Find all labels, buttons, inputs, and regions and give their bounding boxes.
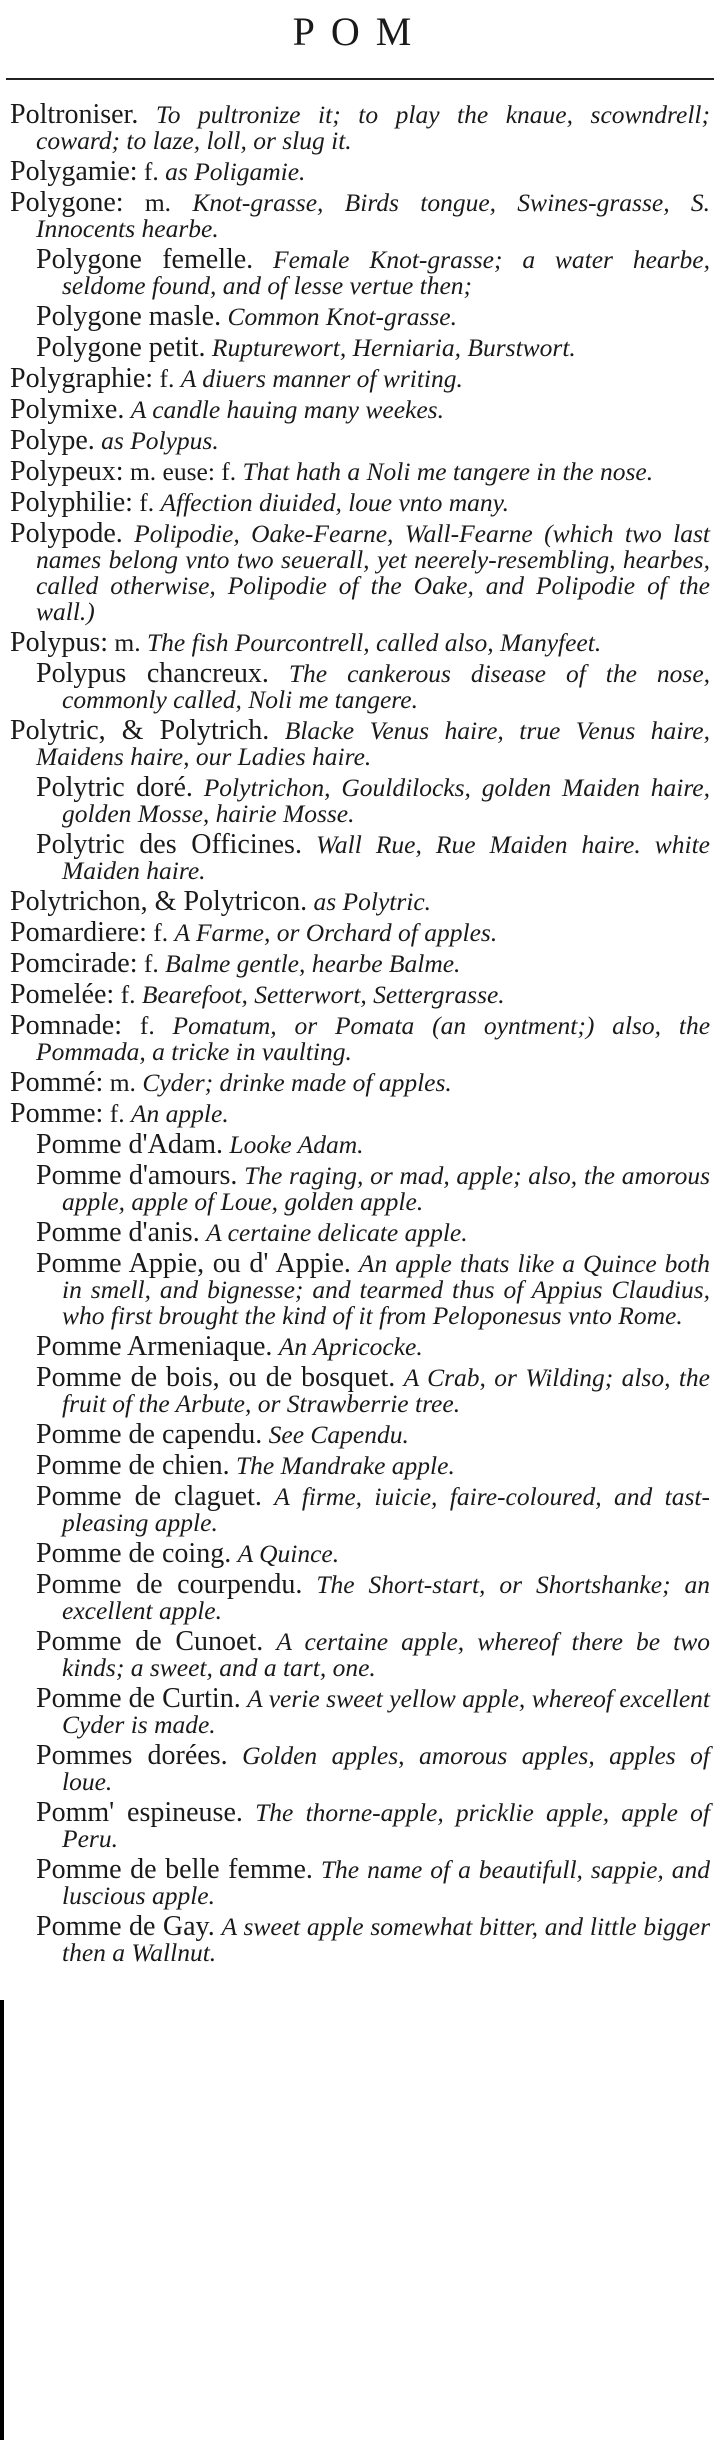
- dictionary-entry: [10, 301, 710, 332]
- entry-definition: A Farme, or Orchard of apples.: [174, 918, 498, 947]
- entry-definition: Balme gentle, hearbe Balme.: [165, 949, 461, 978]
- entry-grammar: f.: [143, 157, 159, 186]
- dictionary-entry: [10, 99, 710, 155]
- dictionary-entry: [10, 1626, 711, 1682]
- entry-headword: Pomcirade:: [10, 948, 138, 979]
- dictionary-entry: [10, 187, 711, 243]
- entry-definition: Blacke Venus haire, true Venus haire, Maidens haire, our Ladies haire.: [36, 716, 710, 771]
- dictionary-entry: [10, 1010, 711, 1066]
- entry-definition: A Crab, or Wilding; also, the fruit of the Arbute, or Strawberrie tree.: [62, 1363, 710, 1418]
- dictionary-entry: [10, 1248, 710, 1330]
- dictionary-entry: [10, 518, 710, 626]
- entry-definition: An apple.: [130, 1099, 229, 1128]
- dictionary-entry: [10, 394, 710, 425]
- dictionary-entry: [10, 1481, 711, 1537]
- entry-headword: Polygone masle.: [36, 301, 222, 332]
- entry-headword: Polypus:: [10, 627, 109, 658]
- entry-headword: Pomme de belle femme.: [36, 1854, 313, 1885]
- entry-grammar: m. euse: f.: [129, 457, 237, 486]
- entry-definition: Knot-grasse, Birds tongue, Swines-grasse, S. Innocents hearbe.: [36, 188, 711, 243]
- entry-definition: as Poligamie.: [165, 157, 306, 186]
- entry-grammar: m.: [114, 628, 141, 657]
- dictionary-entry: [10, 948, 710, 979]
- entry-definition: That hath a Noli me tangere in the nose.: [242, 457, 654, 486]
- entry-grammar: f.: [143, 949, 159, 978]
- dictionary-entry: [10, 979, 710, 1010]
- entry-headword: Pomme d'Adam.: [36, 1129, 224, 1160]
- page-header: POM: [292, 9, 428, 54]
- entry-headword: Pomardiere:: [10, 917, 147, 948]
- entry-grammar: f.: [139, 488, 155, 517]
- entry-definition: An apple thats like a Quince both in smell, and bignesse; and tearmed thus of Appius Claudius, who first brought the kind of it from Peloponesus vnto Rome.: [62, 1249, 710, 1330]
- entry-definition: A sweet apple somewhat bitter, and little bigger then a Wallnut.: [62, 1912, 710, 1967]
- entry-definition: An Apricocke.: [278, 1332, 423, 1361]
- dictionary-entry: [10, 332, 710, 363]
- entry-headword: Polypus chancreux.: [36, 658, 269, 689]
- dictionary-entry: [10, 715, 710, 771]
- dictionary-entry: [10, 627, 710, 658]
- entry-headword: Pomme de Gay.: [36, 1911, 215, 1942]
- entry-definition: Female Knot-grasse; a water hearbe, seldome found, and of lesse vertue then;: [62, 245, 711, 300]
- entry-headword: Pomme de Curtin.: [36, 1683, 241, 1714]
- entry-headword: Polygraphie:: [10, 363, 154, 394]
- entry-headword: Pomme de bois, ou de bosquet.: [36, 1362, 396, 1393]
- dictionary-entry: [10, 658, 711, 714]
- entry-grammar: f.: [120, 980, 136, 1009]
- entry-headword: Polymixe.: [10, 394, 125, 425]
- entry-definition: Polipodie, Oake-Fearne, Wall-Fearne (which two last names belong vnto two seuerall, yet neerely-resembling, hearbes, called otherwise, Polipodie of the Oake, and Polipodie of the wall.): [36, 519, 710, 626]
- entry-headword: Pomnade:: [10, 1010, 122, 1041]
- entry-definition: Bearefoot, Setterwort, Settergrasse.: [141, 980, 505, 1009]
- dictionary-entry: [10, 1098, 710, 1129]
- entry-definition: A diuers manner of writing.: [180, 364, 463, 393]
- dictionary-entry: [10, 1160, 711, 1216]
- dictionary-entry: [10, 363, 710, 394]
- entry-headword: Polytric des Officines.: [36, 829, 302, 860]
- entry-definition: The fish Pourcontrell, called also, Manyfeet.: [147, 628, 602, 657]
- dictionary-entry: [10, 917, 710, 948]
- entry-headword: Pomme de chien.: [36, 1450, 230, 1481]
- dictionary-entry: [10, 886, 710, 917]
- entry-definition: as Polytric.: [313, 887, 432, 916]
- entry-headword: Pomme de capendu.: [36, 1419, 263, 1450]
- dictionary-entry: [10, 1538, 710, 1569]
- entry-headword: Pomme de courpendu.: [36, 1569, 303, 1600]
- entry-headword: Pomme Armeniaque.: [36, 1331, 273, 1362]
- entry-grammar: f.: [153, 918, 169, 947]
- dictionary-entry: [10, 1569, 711, 1625]
- dictionary-entry: [10, 1797, 711, 1853]
- header-rule: [6, 78, 714, 80]
- entry-grammar: f.: [109, 1099, 125, 1128]
- entry-definition: The name of a beautifull, sappie, and luscious apple.: [62, 1855, 711, 1910]
- ink-edge-mark: [0, 2000, 4, 2440]
- dictionary-entry: [10, 1450, 710, 1481]
- entry-definition: A certaine delicate apple.: [206, 1218, 468, 1247]
- entry-definition: A candle hauing many weekes.: [130, 395, 444, 424]
- entry-headword: Pomme:: [10, 1098, 104, 1129]
- entry-definition: Pomatum, or Pomata (an oyntment;) also, the Pommada, a tricke in vaulting.: [36, 1011, 711, 1066]
- entry-definition: as Polypus.: [101, 426, 219, 455]
- entry-definition: The cankerous disease of the nose, commonly called, Noli me tangere.: [62, 659, 711, 714]
- entry-headword: Pomelée:: [10, 979, 115, 1010]
- dictionary-entry: [10, 244, 711, 300]
- entry-headword: Pomme de Cunoet.: [36, 1626, 264, 1657]
- dictionary-entry: [10, 156, 710, 187]
- entry-headword: Pommes dorées.: [36, 1740, 228, 1771]
- entry-definition: See Capendu.: [268, 1420, 409, 1449]
- entry-list: [10, 99, 711, 1971]
- entry-definition: Wall Rue, Rue Maiden haire. white Maiden haire.: [62, 830, 710, 885]
- dictionary-entry: [10, 1217, 710, 1248]
- dictionary-entry: [10, 829, 710, 885]
- entry-headword: Polygone petit.: [36, 332, 206, 363]
- entry-headword: Pomme de claguet.: [36, 1481, 262, 1512]
- entry-definition: The Short-start, or Shortshanke; an excellent apple.: [62, 1570, 711, 1625]
- dictionary-entry: [10, 1067, 710, 1098]
- entry-headword: Pommé:: [10, 1067, 104, 1098]
- dictionary-entry: [10, 487, 710, 518]
- dictionary-entry: [10, 1740, 711, 1796]
- entry-definition: A verie sweet yellow apple, whereof excellent Cyder is made.: [62, 1684, 710, 1739]
- dictionary-entry: [10, 1854, 711, 1910]
- dictionary-entry: [10, 456, 710, 487]
- entry-headword: Pomme d'anis.: [36, 1217, 200, 1248]
- entry-grammar: m.: [144, 188, 172, 217]
- dictionary-entry: [10, 425, 710, 456]
- entry-headword: Pomme de coing.: [36, 1538, 232, 1569]
- entry-grammar: f.: [159, 364, 175, 393]
- entry-definition: A Quince.: [237, 1539, 340, 1568]
- entry-definition: Common Knot-grasse.: [227, 302, 457, 331]
- entry-headword: Polypode.: [10, 518, 123, 549]
- entry-definition: The thorne-apple, pricklie apple, apple of Peru.: [62, 1798, 711, 1853]
- entry-definition: A certaine apple, whereof there be two kinds; a sweet, and a tart, one.: [62, 1627, 711, 1682]
- entry-definition: Looke Adam.: [229, 1130, 364, 1159]
- dictionary-entry: [10, 772, 710, 828]
- entry-definition: Cyder; drinke made of apples.: [142, 1068, 452, 1097]
- dictionary-entry: [10, 1419, 710, 1450]
- dictionary-entry: [10, 1331, 710, 1362]
- entry-headword: Polypeux:: [10, 456, 124, 487]
- entry-headword: Polyphilie:: [10, 487, 133, 518]
- entry-headword: Polytrichon, & Polytricon.: [10, 886, 308, 917]
- entry-grammar: f.: [139, 1011, 155, 1040]
- entry-definition: The raging, or mad, apple; also, the amorous apple, apple of Loue, golden apple.: [62, 1161, 711, 1216]
- entry-headword: Polype.: [10, 425, 95, 456]
- entry-definition: Affection diuided, loue vnto many.: [160, 488, 509, 517]
- entry-definition: Rupturewort, Herniaria, Burstwort.: [211, 333, 576, 362]
- dictionary-entry: [10, 1911, 710, 1967]
- entry-definition: Golden apples, amorous apples, apples of loue.: [62, 1741, 711, 1796]
- entry-definition: The Mandrake apple.: [236, 1451, 455, 1480]
- entry-headword: Polytric doré.: [36, 772, 193, 803]
- entry-headword: Pomme Appie, ou d' Appie.: [36, 1248, 351, 1279]
- entry-definition: A firme, iuicie, faire-coloured, and tast-pleasing apple.: [62, 1482, 711, 1537]
- entry-headword: Poltroniser.: [10, 99, 139, 130]
- entry-headword: Polygamie:: [10, 156, 138, 187]
- entry-headword: Pomm' espineuse.: [36, 1797, 243, 1828]
- dictionary-entry: [10, 1683, 710, 1739]
- entry-headword: Pomme d'amours.: [36, 1160, 238, 1191]
- entry-definition: Polytrichon, Gouldilocks, golden Maiden haire, golden Mosse, hairie Mosse.: [62, 773, 710, 828]
- entry-headword: Polygone:: [10, 187, 124, 218]
- dictionary-entry: [10, 1129, 710, 1160]
- entry-grammar: m.: [109, 1068, 136, 1097]
- entry-headword: Polytric, & Polytrich.: [10, 715, 270, 746]
- entry-definition: To pultronize it; to play the knaue, scowndrell; coward; to laze, loll, or slug it.: [36, 100, 710, 155]
- entry-headword: Polygone femelle.: [36, 244, 254, 275]
- dictionary-entry: [10, 1362, 710, 1418]
